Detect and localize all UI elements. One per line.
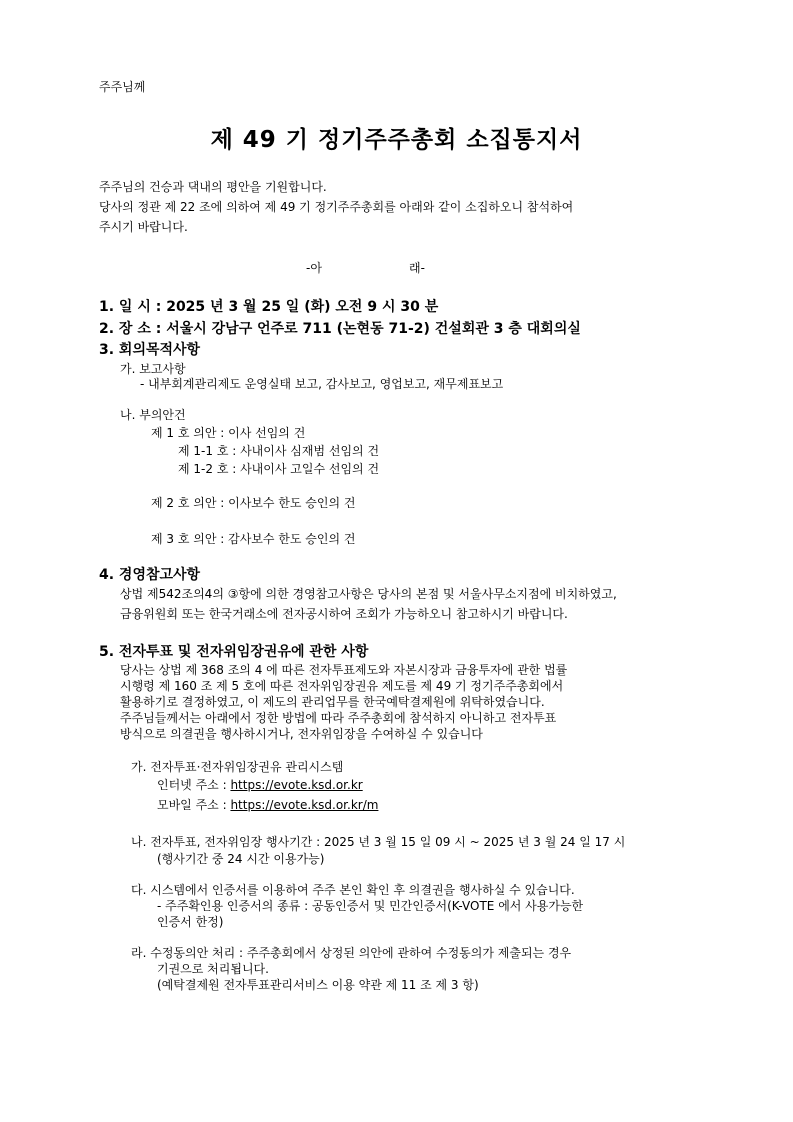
report-items: - 내부회계관리제도 운영실태 보고, 감사보고, 영업보고, 재무제표보고 bbox=[140, 377, 504, 391]
below-marker-left: -아 bbox=[306, 261, 322, 275]
page-title: 제 49 기 정기주주총회 소집통지서 bbox=[210, 127, 583, 153]
section-datetime: 1. 일 시 : 2025 년 3 월 25 일 (화) 오전 9 시 30 분 bbox=[99, 299, 439, 315]
evote-paragraph-line-1: 당사는 상법 제 368 조의 4 에 따른 전자투표제도와 자본시장과 금융투자에 관한 법률 bbox=[120, 663, 568, 677]
evote-period-line-2: (행사기간 중 24 시간 이용가능) bbox=[157, 852, 325, 866]
certificate-line-1: 다. 시스템에서 인증서를 이용하여 주주 본인 확인 후 의결권을 행사하실 수 있습니다. bbox=[131, 883, 575, 897]
section-venue: 2. 장 소 : 서울시 강남구 언주로 711 (논현동 71-2) 건설회관 3 층 대회의실 bbox=[99, 321, 581, 337]
certificate-line-2: - 주주확인용 인증서의 종류 : 공동인증서 및 민간인증서(K-VOTE 에서 사용가능한 bbox=[157, 899, 584, 913]
mobile-address-label: 모바일 주소 : bbox=[157, 798, 231, 812]
evote-paragraph-line-4: 주주님들께서는 아래에서 정한 방법에 따라 주주총회에 참석하지 아니하고 전자투표 bbox=[120, 711, 557, 725]
intro-line-3: 주시기 바랍니다. bbox=[99, 220, 188, 234]
amendment-line-3: (예탁결제원 전자투표관리서비스 이용 약관 제 11 조 제 3 항) bbox=[157, 978, 479, 992]
agenda-item-2: 제 2 호 의안 : 이사보수 한도 승인의 건 bbox=[151, 496, 356, 510]
below-marker-right: 래- bbox=[409, 261, 425, 275]
evote-period-line-1: 나. 전자투표, 전자위임장 행사기간 : 2025 년 3 월 15 일 09 시 ~ 2025 년 3 월 24 일 17 시 bbox=[131, 835, 626, 849]
agenda-item-1-2: 제 1-2 호 : 사내이사 고일수 선임의 건 bbox=[178, 462, 380, 476]
evote-paragraph-line-5: 방식으로 의결권을 행사하시거나, 전자위임장을 수여하실 수 있습니다 bbox=[120, 727, 483, 741]
agenda-item-1: 제 1 호 의안 : 이사 선임의 건 bbox=[151, 426, 306, 440]
mobile-address-row bbox=[157, 796, 378, 813]
resolution-heading: 나. 부의안건 bbox=[120, 408, 186, 422]
agenda-item-3: 제 3 호 의안 : 감사보수 한도 승인의 건 bbox=[151, 532, 356, 546]
amendment-line-1: 라. 수정동의안 처리 : 주주총회에서 상정된 의안에 관하여 수정동의가 제출되는 경우 bbox=[131, 946, 572, 960]
section-agenda-heading: 3. 회의목적사항 bbox=[99, 342, 201, 358]
report-heading: 가. 보고사항 bbox=[120, 362, 186, 376]
evote-paragraph-line-2: 시행령 제 160 조 제 5 호에 따른 전자위임장권유 제도를 제 49 기 정기주주총회에서 bbox=[120, 679, 564, 693]
intro-line-2: 당사의 정관 제 22 조에 의하여 제 49 기 정기주주총회를 아래와 같이 소집하오니 참석하여 bbox=[99, 200, 574, 214]
section-mgmt-reference-heading: 4. 경영참고사항 bbox=[99, 567, 201, 583]
mgmt-reference-line-2: 금융위원회 또는 한국거래소에 전자공시하여 조회가 가능하오니 참고하시기 바랍니다. bbox=[120, 607, 568, 621]
evote-system-heading: 가. 전자투표·전자위임장권유 관리시스템 bbox=[131, 760, 344, 774]
agenda-item-1-1: 제 1-1 호 : 사내이사 심재범 선임의 건 bbox=[178, 444, 380, 458]
mgmt-reference-line-1: 상법 제542조의4의 ③항에 의한 경영참고사항은 당사의 본점 및 서울사무소지점에 비치하였고, bbox=[120, 587, 617, 601]
internet-address-row bbox=[157, 776, 363, 793]
internet-address-label: 인터넷 주소 : bbox=[157, 778, 231, 792]
internet-address-link[interactable]: https://evote.ksd.or.kr bbox=[230, 778, 363, 792]
salutation: 주주님께 bbox=[99, 80, 146, 94]
intro-line-1: 주주님의 건승과 댁내의 평안을 기원합니다. bbox=[99, 180, 327, 194]
evote-paragraph-line-3: 활용하기로 결정하였고, 이 제도의 관리업무를 한국예탁결제원에 위탁하였습니다. bbox=[120, 695, 545, 709]
certificate-line-3: 인증서 한정) bbox=[157, 915, 224, 929]
amendment-line-2: 기권으로 처리됩니다. bbox=[157, 962, 269, 976]
section-evote-heading: 5. 전자투표 및 전자위임장권유에 관한 사항 bbox=[99, 644, 369, 660]
mobile-address-link[interactable]: https://evote.ksd.or.kr/m bbox=[230, 798, 379, 812]
